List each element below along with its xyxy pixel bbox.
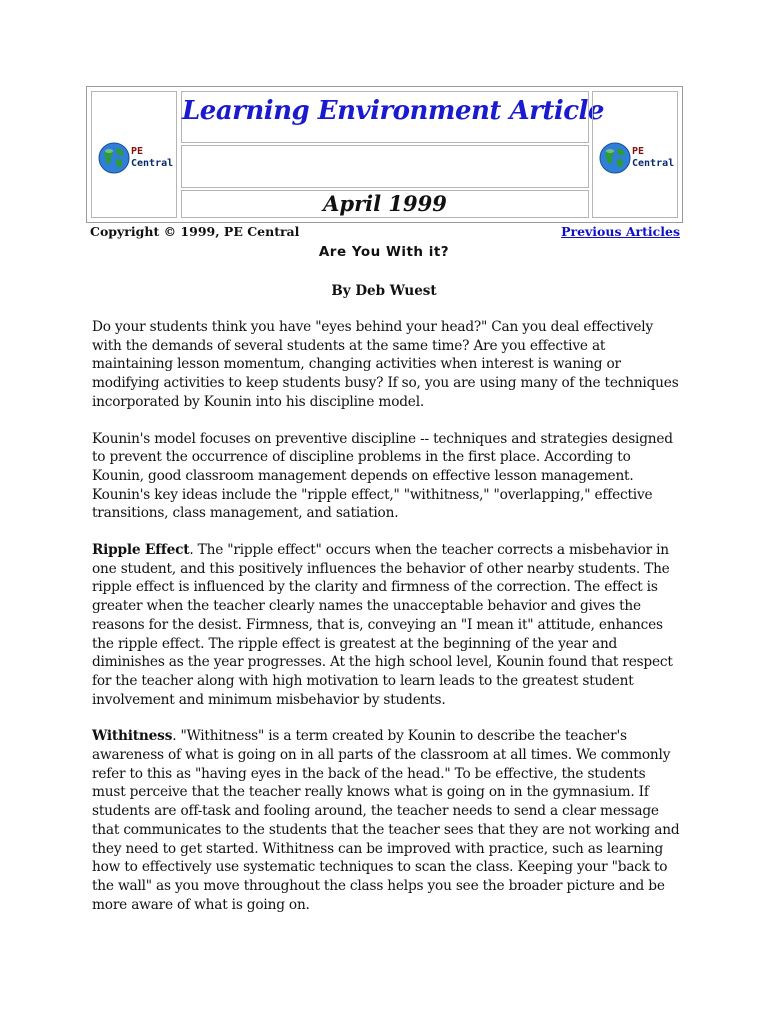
paragraph-kounin-model: Kounin's model focuses on preventive discipline -- techniques and strategies designed to prevent the occurrence of discipline problems in the first place. According to Kounin, good classroom management depends on effective lesson management. Kounin's key ideas include the "ripple effect," "withitness," "overlapping," effective transitions, class management, and satiation.: [92, 430, 673, 522]
paragraph-withitness: [92, 727, 682, 914]
logo-central-text: Central: [632, 158, 675, 169]
paragraph-ripple-effect: [92, 541, 682, 709]
logo-pe-text: PE: [632, 146, 645, 157]
meta-row: [90, 224, 680, 242]
logo-central-text: Central: [131, 158, 174, 169]
title-cell: [181, 91, 604, 143]
article-header: [86, 86, 683, 223]
globe-icon: [599, 142, 631, 174]
page-title: Learning Environment Article: [182, 96, 604, 126]
left-logo-cell: [91, 91, 177, 218]
withitness-heading: Withitness: [92, 728, 173, 745]
article-date: April 1999: [323, 191, 447, 216]
right-logo-cell: [592, 91, 678, 218]
copyright-notice: Copyright © 1999, PE Central: [90, 224, 300, 239]
article-byline: By Deb Wuest: [331, 283, 437, 299]
article-body: [92, 318, 682, 932]
article-subtitle: Are You With it?: [318, 244, 450, 260]
date-cell: [181, 190, 589, 218]
logo-pe-text: PE: [131, 146, 144, 157]
pe-central-logo-left: [98, 142, 178, 176]
ripple-effect-heading: Ripple Effect: [92, 542, 190, 559]
withitness-text: . "Withitness" is a term created by Kounin to describe the teacher's awareness of what is going on in all parts of the classroom at all times. We commonly refer to this as "having eyes in the back of the head." To be effective, the students must perceive that the teacher really knows what is going on in the gymnasium. If students are off-task and fooling around, the teacher needs to send a clear message that communicates to the students that the teacher sees that they are not working and they need to get started. Withitness can be improved with practice, such as learning how to effectively use systematic techniques to scan the class. Keeping your "back to the wall" as you move throughout the class helps you see the broader picture and be more aware of what is going on.: [92, 728, 680, 913]
previous-articles-link[interactable]: Previous Articles: [561, 224, 680, 239]
blank-cell: [181, 145, 589, 188]
ripple-effect-text: . The "ripple effect" occurs when the teacher corrects a misbehavior in one student, and this positively influences the behavior of other nearby students. The ripple effect is influenced by the clarity and firmness of the correction. The effect is greater when the teacher clearly names the unacceptable behavior and gives the reasons for the desist. Firmness, that is, conveying an "I mean it" attitude, enhances the ripple effect. The ripple effect is greatest at the beginning of the year and diminishes as the year progresses. At the high school level, Kounin found that respect for the teacher along with high motivation to learn leads to the greatest student involvement and minimum misbehavior by students.: [92, 542, 673, 708]
globe-icon: [98, 142, 130, 174]
pe-central-logo-right: [599, 142, 679, 176]
paragraph-intro: Do your students think you have "eyes behind your head?" Can you deal effectively with the demands of several students at the same time? Are you effective at maintaining lesson momentum, changing activities when interest is waning or modifying activities to keep students busy? If so, you are using many of the techniques incorporated by Kounin into his discipline model.: [92, 319, 679, 410]
